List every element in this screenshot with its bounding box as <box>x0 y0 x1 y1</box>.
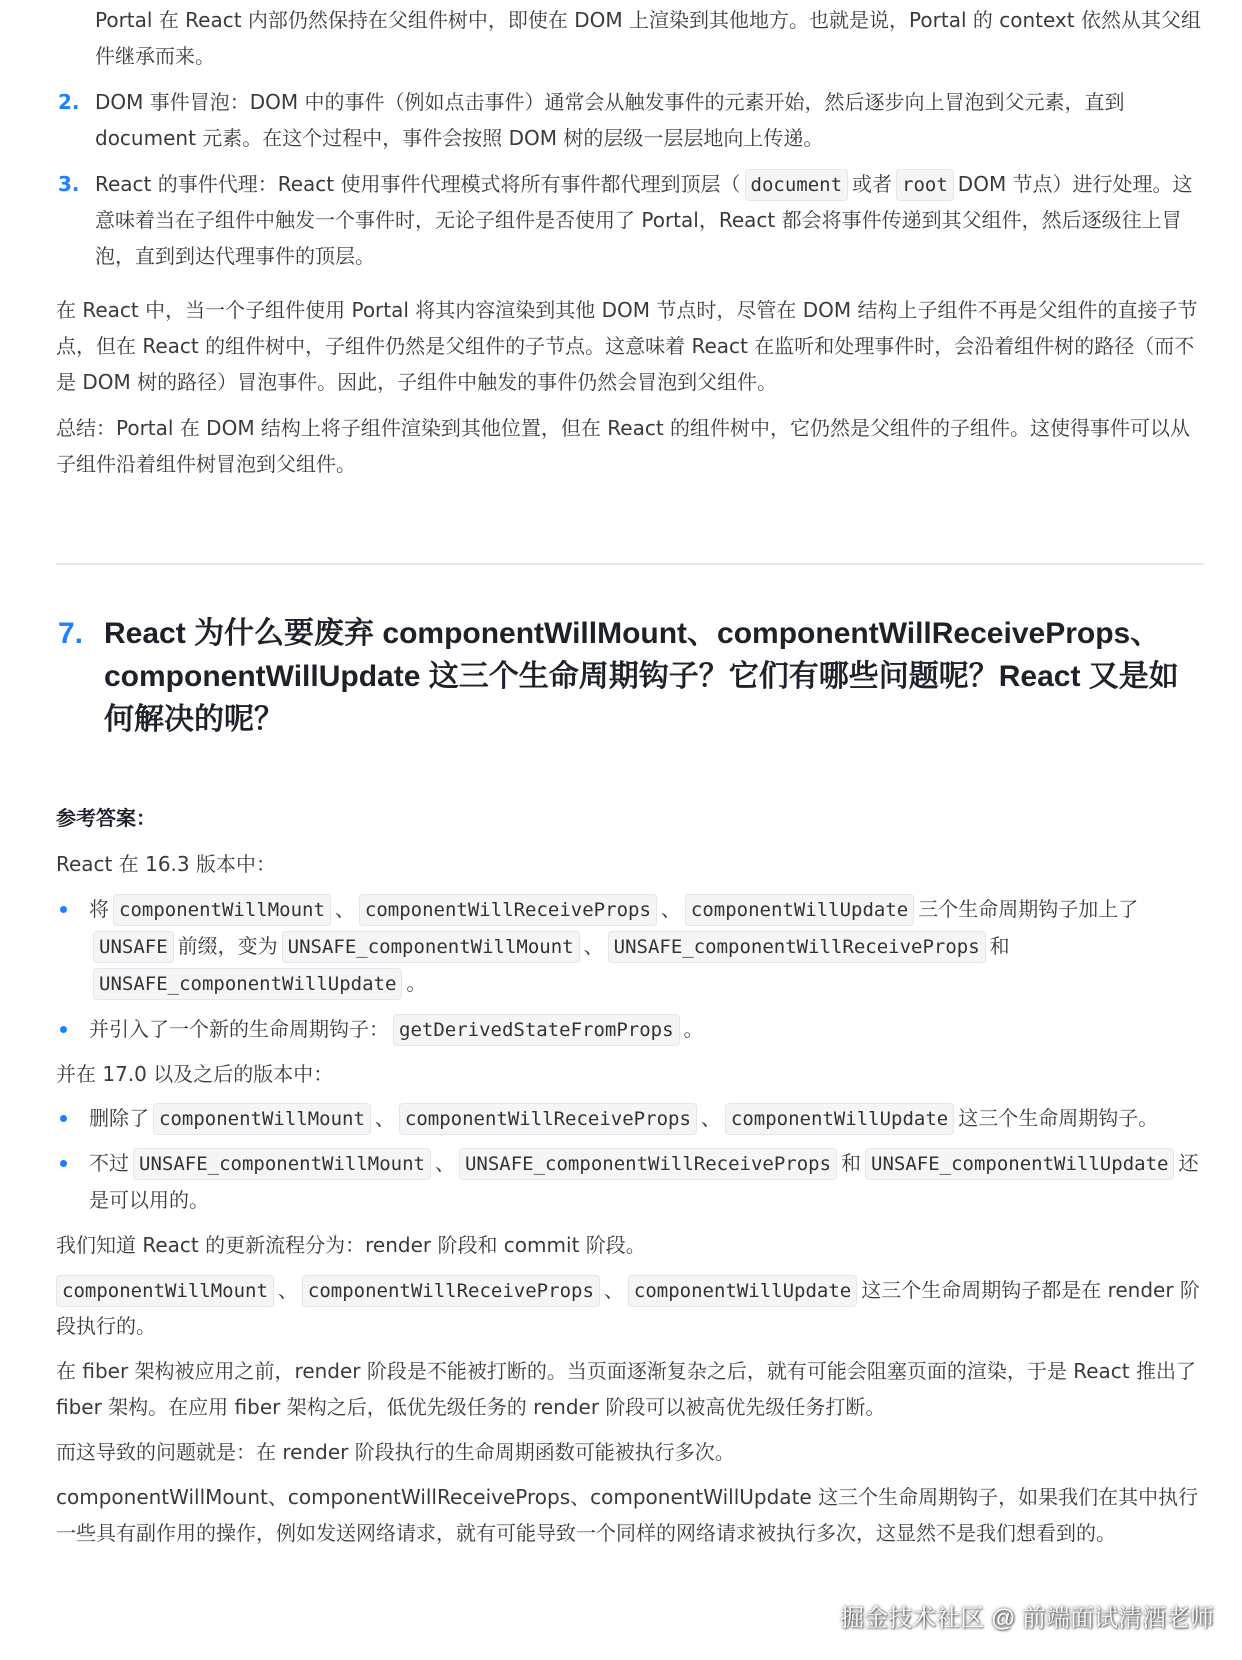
text: 、 <box>434 1151 455 1175</box>
text: 。 <box>683 1017 704 1041</box>
bullet-item-unsafe-usable <box>0 1145 1242 1219</box>
bullet-item-new-hook <box>0 1011 1242 1048</box>
bullet-item-unsafe-prefix <box>0 891 1242 1002</box>
text: 、 <box>603 1278 624 1302</box>
bullet-dot <box>60 1160 67 1167</box>
list-item-text: Portal 在 React 内部仍然保持在父组件树中，即使在 DOM 上渲染到其他地方。也就是说，Portal 的 context 依然从其父组件继承而来。 <box>95 8 1201 68</box>
paragraph-v163-intro: React 在 16.3 版本中： <box>56 852 276 876</box>
text: 删除了 <box>89 1106 149 1130</box>
code-inline: getDerivedStateFromProps <box>393 1014 680 1046</box>
code-inline: UNSAFE_componentWillReceiveProps <box>459 1148 837 1180</box>
heading-text: React 为什么要废弃 componentWillMount、componentWillReceiveProps、componentWillUpdate 这三个生命周期钩子？它们有哪些问题呢？React 又是如何解决的呢？ <box>104 617 1179 736</box>
code-inline: componentWillMount <box>153 1103 371 1135</box>
code-inline: UNSAFE_componentWillUpdate <box>93 968 402 1000</box>
list-item-text: DOM 节点）进行处理。这意味着当在子组件中触发一个事件时，无论子组件是否使用了 Portal，React 都会将事件传递到其父组件，然后逐级往上冒泡，直到到达代理事件的顶层。 <box>95 172 1193 268</box>
paragraph-problem: 而这导致的问题就是：在 render 阶段执行的生命周期函数可能被执行多次。 <box>56 1440 735 1464</box>
text: 、 <box>334 897 355 921</box>
heading-number: 7. <box>58 617 84 650</box>
paragraph-side-effects: componentWillMount、componentWillReceiveProps、componentWillUpdate 这三个生命周期钩子，如果我们在其中执行一些具有副作用的操作，例如发送网络请求，就有可能导致一个同样的网络请求被执行多次，这显然不是我们想看到的。 <box>56 1485 1199 1545</box>
code-inline: componentWillUpdate <box>725 1103 954 1135</box>
bullet-item-removed <box>0 1100 1242 1137</box>
list-item-react-delegation <box>0 166 1242 274</box>
code-inline: componentWillMount <box>56 1275 274 1307</box>
text: 。 <box>406 971 427 995</box>
text: 、 <box>700 1106 721 1130</box>
code-inline: UNSAFE_componentWillUpdate <box>865 1148 1174 1180</box>
code-inline: componentWillUpdate <box>628 1275 857 1307</box>
code-inline: UNSAFE_componentWillMount <box>133 1148 431 1180</box>
list-item-text: DOM 事件冒泡：DOM 中的事件（例如点击事件）通常会从触发事件的元素开始，然后逐步向上冒泡到父元素，直到 document 元素。在这个过程中，事件会按照 DOM 树的层级一层层地向上传递。 <box>95 90 1125 150</box>
text: 还是可以用的。 <box>89 1151 1199 1212</box>
paragraph-block <box>0 292 1242 482</box>
text: 和 <box>989 934 1010 958</box>
text: 和 <box>841 1151 862 1175</box>
paragraph-fiber: 在 fiber 架构被应用之前，render 阶段是不能被打断的。当页面逐渐复杂之后，就有可能会阻塞页面的渲染，于是 React 推出了 fiber 架构。在应用 fiber 架构之后，低优先级任务的 render 阶段可以被高优先级任务打断。 <box>56 1359 1196 1419</box>
paragraph-update-flow: 我们知道 React 的更新流程分为：render 阶段和 commit 阶段。 <box>56 1233 646 1257</box>
list-number: 3. <box>58 172 80 196</box>
ordered-list-portal <box>0 2 1242 274</box>
list-item-portal-context <box>0 2 1242 74</box>
bullet-dot <box>60 1026 67 1033</box>
text: 将 <box>89 897 109 921</box>
text: 、 <box>374 1106 395 1130</box>
code-inline: componentWillReceiveProps <box>359 894 657 926</box>
code-inline: UNSAFE_componentWillMount <box>282 931 580 963</box>
code-inline: componentWillUpdate <box>685 894 914 926</box>
code-inline: componentWillMount <box>113 894 331 926</box>
list-item-text: 或者 <box>852 172 893 196</box>
answer-body <box>0 846 1242 1551</box>
section-heading <box>56 612 1206 741</box>
code-root: root <box>896 169 954 201</box>
text: 三个生命周期钩子加上了 <box>918 897 1139 921</box>
text: 并引入了一个新的生命周期钩子： <box>89 1017 389 1041</box>
list-item-text: React 的事件代理：React 使用事件代理模式将所有事件都代理到顶层（ <box>95 172 741 196</box>
code-inline: componentWillReceiveProps <box>399 1103 697 1135</box>
text: 前缀，变为 <box>177 934 278 958</box>
code-inline: UNSAFE_componentWillReceiveProps <box>608 931 986 963</box>
list-item-dom-bubbling <box>0 84 1242 156</box>
text: 这三个生命周期钩子都是在 render 阶段执行的。 <box>56 1278 1200 1338</box>
text: 这三个生命周期钩子。 <box>958 1106 1159 1130</box>
code-inline: componentWillReceiveProps <box>302 1275 600 1307</box>
list-number: 2. <box>58 90 80 114</box>
code-document: document <box>745 169 849 201</box>
paragraph-render-phase <box>0 1272 1242 1344</box>
site-watermark: 掘金技术社区 @ 前端面试清酒老师 <box>840 1605 1214 1632</box>
text: 不过 <box>89 1151 129 1175</box>
paragraph-react-portal: 在 React 中，当一个子组件使用 Portal 将其内容渲染到其他 DOM 节点时，尽管在 DOM 结构上子组件不再是父组件的直接子节点，但在 React 的组件树中，子组件仍然是父组件的子节点。这意味着 React 在监听和处理事件时，会沿着组件树的路径（而不是 DOM 树的路径）冒泡事件。因此，子组件中触发的事件仍然会冒泡到父组件。 <box>56 298 1198 394</box>
paragraph-v17-intro: 并在 17.0 以及之后的版本中： <box>56 1062 334 1086</box>
paragraph-summary: 总结：Portal 在 DOM 结构上将子组件渲染到其他位置，但在 React 的组件树中，它仍然是父组件的子组件。这使得事件可以从子组件沿着组件树冒泡到父组件。 <box>56 416 1191 476</box>
bullet-dot <box>60 1115 67 1122</box>
bullet-dot <box>60 906 67 913</box>
text: 、 <box>583 934 604 958</box>
reference-answer-label: 参考答案： <box>56 806 156 830</box>
section-divider <box>56 563 1204 565</box>
text: 、 <box>660 897 681 921</box>
code-inline: UNSAFE <box>93 931 174 963</box>
text: 、 <box>277 1278 298 1302</box>
